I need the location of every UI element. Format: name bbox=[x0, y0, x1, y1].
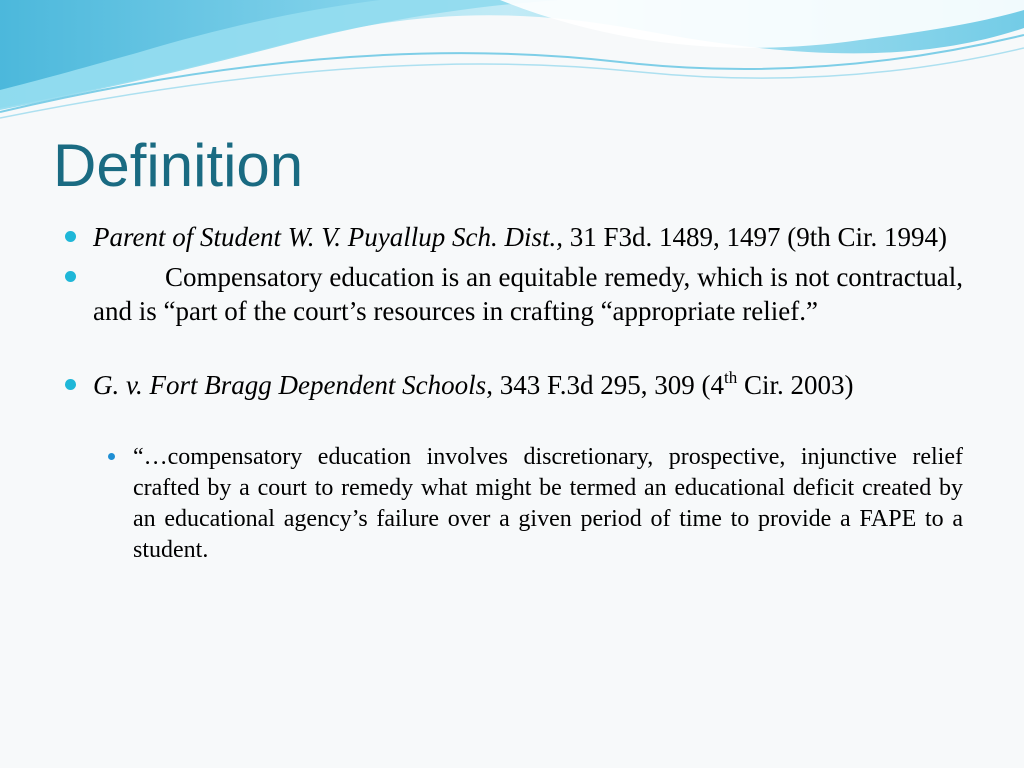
bullet-puyallup-citation bbox=[63, 220, 963, 254]
bullet-dot bbox=[65, 271, 76, 282]
bullet-compensatory-definition bbox=[63, 260, 963, 328]
bullet-dot bbox=[65, 231, 76, 242]
bullet-dot bbox=[65, 379, 76, 390]
compensatory-definition-text: Compensatory education is an equitable remedy, which is not contractual, and is “part of the court’s resources in crafting “appropriate relief.” bbox=[93, 262, 963, 326]
sub-bullet-fort-bragg-quote bbox=[103, 442, 963, 566]
citation-fort-bragg-sup: th bbox=[724, 368, 738, 387]
case-name-puyallup: Parent of Student W. V. Puyallup Sch. Dist., bbox=[93, 222, 563, 252]
citation-fort-bragg-post: Cir. 2003) bbox=[737, 370, 854, 400]
header-wave-decoration bbox=[0, 0, 1024, 130]
citation-fort-bragg-pre: , 343 F.3d 295, 309 (4 bbox=[486, 370, 725, 400]
bullet-fort-bragg-citation bbox=[63, 368, 963, 402]
case-name-fort-bragg: G. v. Fort Bragg Dependent Schools bbox=[93, 370, 487, 400]
fort-bragg-quote-text: “…compensatory education involves discretionary, prospective, injunctive relief crafted by a court to remedy what might be termed an educational deficit created by an educational agency’s failure over a given period of time to provide a FAPE to a student. bbox=[133, 444, 963, 563]
sub-bullet-dot bbox=[108, 453, 115, 460]
slide-body bbox=[63, 220, 963, 566]
citation-puyallup: 31 F3d. 1489, 1497 (9th Cir. 1994) bbox=[562, 222, 947, 252]
slide-title: Definition bbox=[53, 132, 304, 199]
